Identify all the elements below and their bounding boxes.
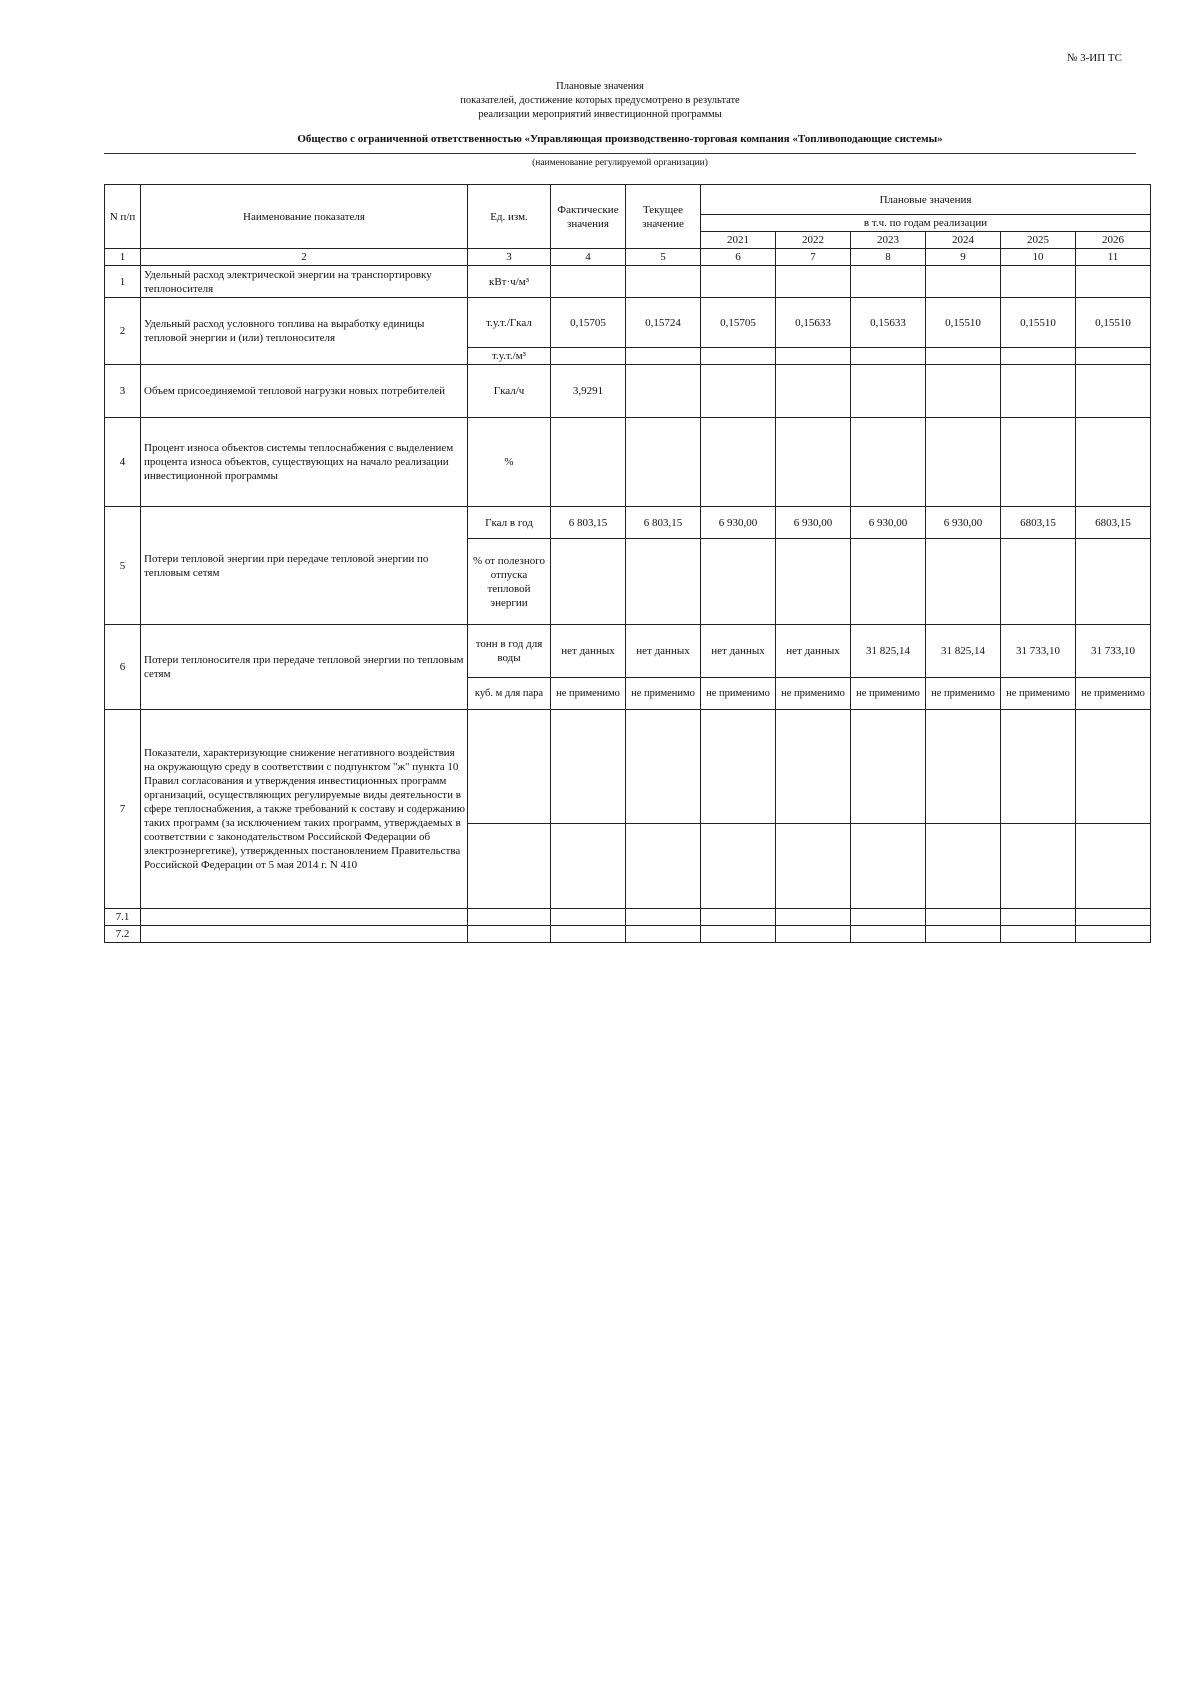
value-cell: нет данных bbox=[551, 625, 626, 678]
value-cell: 31 825,14 bbox=[851, 625, 926, 678]
value-cell bbox=[1076, 266, 1151, 298]
value-cell: 0,15724 bbox=[626, 298, 701, 348]
value-cell bbox=[926, 348, 1001, 365]
value-cell: 3,9291 bbox=[551, 365, 626, 418]
value-cell bbox=[626, 418, 701, 507]
value-cell bbox=[701, 824, 776, 909]
unit-cell: тонн в год для воды bbox=[468, 625, 551, 678]
title-line-1: Плановые значения bbox=[556, 81, 644, 92]
header-num: N п/п bbox=[105, 185, 141, 249]
row-num: 6 bbox=[105, 625, 141, 710]
value-cell bbox=[1076, 365, 1151, 418]
value-cell bbox=[776, 365, 851, 418]
unit-cell: % от полезного отпуска тепловой энергии bbox=[468, 539, 551, 625]
value-cell: 0,15633 bbox=[851, 298, 926, 348]
value-cell bbox=[626, 365, 701, 418]
value-cell bbox=[851, 418, 926, 507]
unit-cell: т.у.т./Гкал bbox=[468, 298, 551, 348]
header-year: 2021 bbox=[701, 232, 776, 249]
indicator-name: Потери тепловой энергии при передаче тепловой энергии по тепловым сетям bbox=[141, 507, 468, 625]
value-cell bbox=[551, 710, 626, 824]
value-cell bbox=[701, 418, 776, 507]
value-cell bbox=[776, 909, 851, 926]
document-title bbox=[0, 80, 1200, 122]
value-cell bbox=[776, 824, 851, 909]
header-planned: Плановые значения bbox=[701, 185, 1151, 215]
value-cell bbox=[1076, 909, 1151, 926]
unit-cell: куб. м для пара bbox=[468, 678, 551, 710]
indicator-name: Процент износа объектов системы теплоснабжения с выделением процента износа объектов, существующих на начало реализации инвестиционной программы bbox=[141, 418, 468, 507]
value-cell bbox=[626, 266, 701, 298]
value-cell bbox=[551, 926, 626, 943]
value-cell bbox=[701, 909, 776, 926]
indicator-name bbox=[141, 909, 468, 926]
value-cell bbox=[1001, 710, 1076, 824]
value-cell bbox=[626, 824, 701, 909]
value-cell: 0,15705 bbox=[701, 298, 776, 348]
table-row bbox=[105, 365, 1151, 418]
indicator-name bbox=[141, 926, 468, 943]
value-cell: 31 733,10 bbox=[1076, 625, 1151, 678]
value-cell bbox=[1001, 539, 1076, 625]
value-cell bbox=[1001, 418, 1076, 507]
column-number: 8 bbox=[851, 249, 926, 266]
value-cell: 6803,15 bbox=[1076, 507, 1151, 539]
value-cell bbox=[851, 348, 926, 365]
unit-cell: кВт·ч/м³ bbox=[468, 266, 551, 298]
header-year: 2026 bbox=[1076, 232, 1151, 249]
table-row bbox=[105, 266, 1151, 298]
title-line-2: показателей, достижение которых предусмотрено в результате bbox=[460, 95, 740, 106]
form-code: № 3-ИП ТС bbox=[1066, 52, 1122, 64]
row-num: 4 bbox=[105, 418, 141, 507]
value-cell: 0,15705 bbox=[551, 298, 626, 348]
value-cell bbox=[851, 365, 926, 418]
value-cell: 0,15633 bbox=[776, 298, 851, 348]
unit-cell bbox=[468, 710, 551, 824]
value-cell bbox=[926, 824, 1001, 909]
table-row bbox=[105, 710, 1151, 824]
header-by-years: в т.ч. по годам реализации bbox=[701, 215, 1151, 232]
row-num: 7.2 bbox=[105, 926, 141, 943]
value-cell bbox=[926, 909, 1001, 926]
value-cell bbox=[551, 824, 626, 909]
column-number: 9 bbox=[926, 249, 1001, 266]
value-cell bbox=[776, 266, 851, 298]
value-cell bbox=[851, 539, 926, 625]
value-cell: не применимо bbox=[626, 678, 701, 710]
value-cell: не применимо bbox=[701, 678, 776, 710]
value-cell bbox=[701, 365, 776, 418]
value-cell bbox=[926, 418, 1001, 507]
value-cell bbox=[926, 539, 1001, 625]
value-cell bbox=[1001, 909, 1076, 926]
indicator-name: Удельный расход электрической энергии на транспортировку теплоносителя bbox=[141, 266, 468, 298]
header-name: Наименование показателя bbox=[141, 185, 468, 249]
indicator-name: Потери теплоносителя при передаче тепловой энергии по тепловым сетям bbox=[141, 625, 468, 710]
value-cell bbox=[776, 926, 851, 943]
indicator-name: Объем присоединяемой тепловой нагрузки новых потребителей bbox=[141, 365, 468, 418]
row-num: 7.1 bbox=[105, 909, 141, 926]
value-cell bbox=[1076, 418, 1151, 507]
value-cell: 6 803,15 bbox=[551, 507, 626, 539]
value-cell bbox=[551, 909, 626, 926]
table-row bbox=[105, 507, 1151, 539]
value-cell: 6 803,15 bbox=[626, 507, 701, 539]
value-cell bbox=[1076, 348, 1151, 365]
column-number: 2 bbox=[141, 249, 468, 266]
value-cell bbox=[626, 539, 701, 625]
value-cell bbox=[1001, 348, 1076, 365]
table-row bbox=[105, 909, 1151, 926]
table-row bbox=[105, 418, 1151, 507]
value-cell bbox=[1001, 824, 1076, 909]
value-cell bbox=[626, 710, 701, 824]
value-cell: не применимо bbox=[551, 678, 626, 710]
value-cell: 0,15510 bbox=[926, 298, 1001, 348]
table-row bbox=[105, 625, 1151, 678]
value-cell: не применимо bbox=[1076, 678, 1151, 710]
unit-cell: Гкал в год bbox=[468, 507, 551, 539]
column-number: 4 bbox=[551, 249, 626, 266]
value-cell bbox=[1076, 926, 1151, 943]
unit-cell bbox=[468, 824, 551, 909]
unit-cell bbox=[468, 909, 551, 926]
value-cell: 0,15510 bbox=[1076, 298, 1151, 348]
value-cell: 6 930,00 bbox=[701, 507, 776, 539]
value-cell: не применимо bbox=[926, 678, 1001, 710]
unit-cell: % bbox=[468, 418, 551, 507]
column-number: 3 bbox=[468, 249, 551, 266]
organization-underline bbox=[104, 153, 1136, 154]
value-cell bbox=[926, 266, 1001, 298]
value-cell bbox=[851, 926, 926, 943]
value-cell: не применимо bbox=[776, 678, 851, 710]
value-cell: 0,15510 bbox=[1001, 298, 1076, 348]
value-cell bbox=[851, 710, 926, 824]
value-cell bbox=[626, 926, 701, 943]
unit-cell: т.у.т./м³ bbox=[468, 348, 551, 365]
value-cell bbox=[701, 926, 776, 943]
indicators-table bbox=[104, 184, 1151, 943]
value-cell bbox=[1076, 710, 1151, 824]
value-cell: 31 733,10 bbox=[1001, 625, 1076, 678]
unit-cell bbox=[468, 926, 551, 943]
column-number: 7 bbox=[776, 249, 851, 266]
row-num: 1 bbox=[105, 266, 141, 298]
value-cell: нет данных bbox=[626, 625, 701, 678]
header-year: 2023 bbox=[851, 232, 926, 249]
header-unit: Ед. изм. bbox=[468, 185, 551, 249]
value-cell bbox=[1001, 266, 1076, 298]
value-cell: 6 930,00 bbox=[851, 507, 926, 539]
value-cell: 31 825,14 bbox=[926, 625, 1001, 678]
value-cell bbox=[926, 365, 1001, 418]
organization-name: Общество с ограниченной ответственностью «Управляющая производственно-торговая компания «Топливоподающие системы» bbox=[297, 133, 943, 145]
header-year: 2024 bbox=[926, 232, 1001, 249]
value-cell: не применимо bbox=[851, 678, 926, 710]
value-cell: не применимо bbox=[1001, 678, 1076, 710]
header-year: 2022 bbox=[776, 232, 851, 249]
table-row bbox=[105, 926, 1151, 943]
unit-cell: Гкал/ч bbox=[468, 365, 551, 418]
header-row-1 bbox=[105, 185, 1151, 215]
value-cell bbox=[926, 926, 1001, 943]
organization-caption: (наименование регулируемой организации) bbox=[532, 158, 708, 168]
value-cell bbox=[851, 266, 926, 298]
value-cell bbox=[701, 348, 776, 365]
value-cell bbox=[1001, 926, 1076, 943]
value-cell bbox=[851, 824, 926, 909]
value-cell bbox=[701, 266, 776, 298]
value-cell bbox=[626, 348, 701, 365]
table-row bbox=[105, 298, 1151, 348]
value-cell bbox=[551, 348, 626, 365]
value-cell bbox=[701, 539, 776, 625]
value-cell bbox=[551, 266, 626, 298]
row-num: 2 bbox=[105, 298, 141, 365]
value-cell bbox=[776, 710, 851, 824]
value-cell bbox=[1001, 365, 1076, 418]
value-cell: нет данных bbox=[776, 625, 851, 678]
indicator-name: Удельный расход условного топлива на выработку единицы тепловой энергии и (или) теплоносителя bbox=[141, 298, 468, 365]
column-numbers-row bbox=[105, 249, 1151, 266]
value-cell bbox=[776, 418, 851, 507]
value-cell bbox=[551, 418, 626, 507]
column-number: 6 bbox=[701, 249, 776, 266]
value-cell bbox=[851, 909, 926, 926]
header-year: 2025 bbox=[1001, 232, 1076, 249]
value-cell bbox=[1076, 824, 1151, 909]
column-number: 11 bbox=[1076, 249, 1151, 266]
title-line-3: реализации мероприятий инвестиционной программы bbox=[478, 109, 722, 120]
value-cell: нет данных bbox=[701, 625, 776, 678]
column-number: 10 bbox=[1001, 249, 1076, 266]
value-cell bbox=[776, 348, 851, 365]
column-number: 1 bbox=[105, 249, 141, 266]
row-num: 5 bbox=[105, 507, 141, 625]
value-cell: 6 930,00 bbox=[926, 507, 1001, 539]
value-cell bbox=[626, 909, 701, 926]
value-cell bbox=[776, 539, 851, 625]
header-actual: Фактические значения bbox=[551, 185, 626, 249]
column-number: 5 bbox=[626, 249, 701, 266]
value-cell: 6803,15 bbox=[1001, 507, 1076, 539]
indicator-name: Показатели, характеризующие снижение негативного воздействия на окружающую среду в соответствии с подпунктом "ж" пункта 10 Правил согласования и утверждения инвестиционных программ организаций, осуществляющих регулируемые виды деятельности в сфере теплоснабжения, а также требований к составу и содержанию таких программ (за исключением таких программ, утверждаемых в соответствии с законодательством Российской Федерации об электроэнергетике), утвержденных постановлением Правительства Российской Федерации от 5 мая 2014 г. N 410 bbox=[141, 710, 468, 909]
value-cell: 6 930,00 bbox=[776, 507, 851, 539]
value-cell bbox=[551, 539, 626, 625]
value-cell bbox=[1076, 539, 1151, 625]
value-cell bbox=[701, 710, 776, 824]
header-current: Текущее значение bbox=[626, 185, 701, 249]
row-num: 3 bbox=[105, 365, 141, 418]
row-num: 7 bbox=[105, 710, 141, 909]
value-cell bbox=[926, 710, 1001, 824]
